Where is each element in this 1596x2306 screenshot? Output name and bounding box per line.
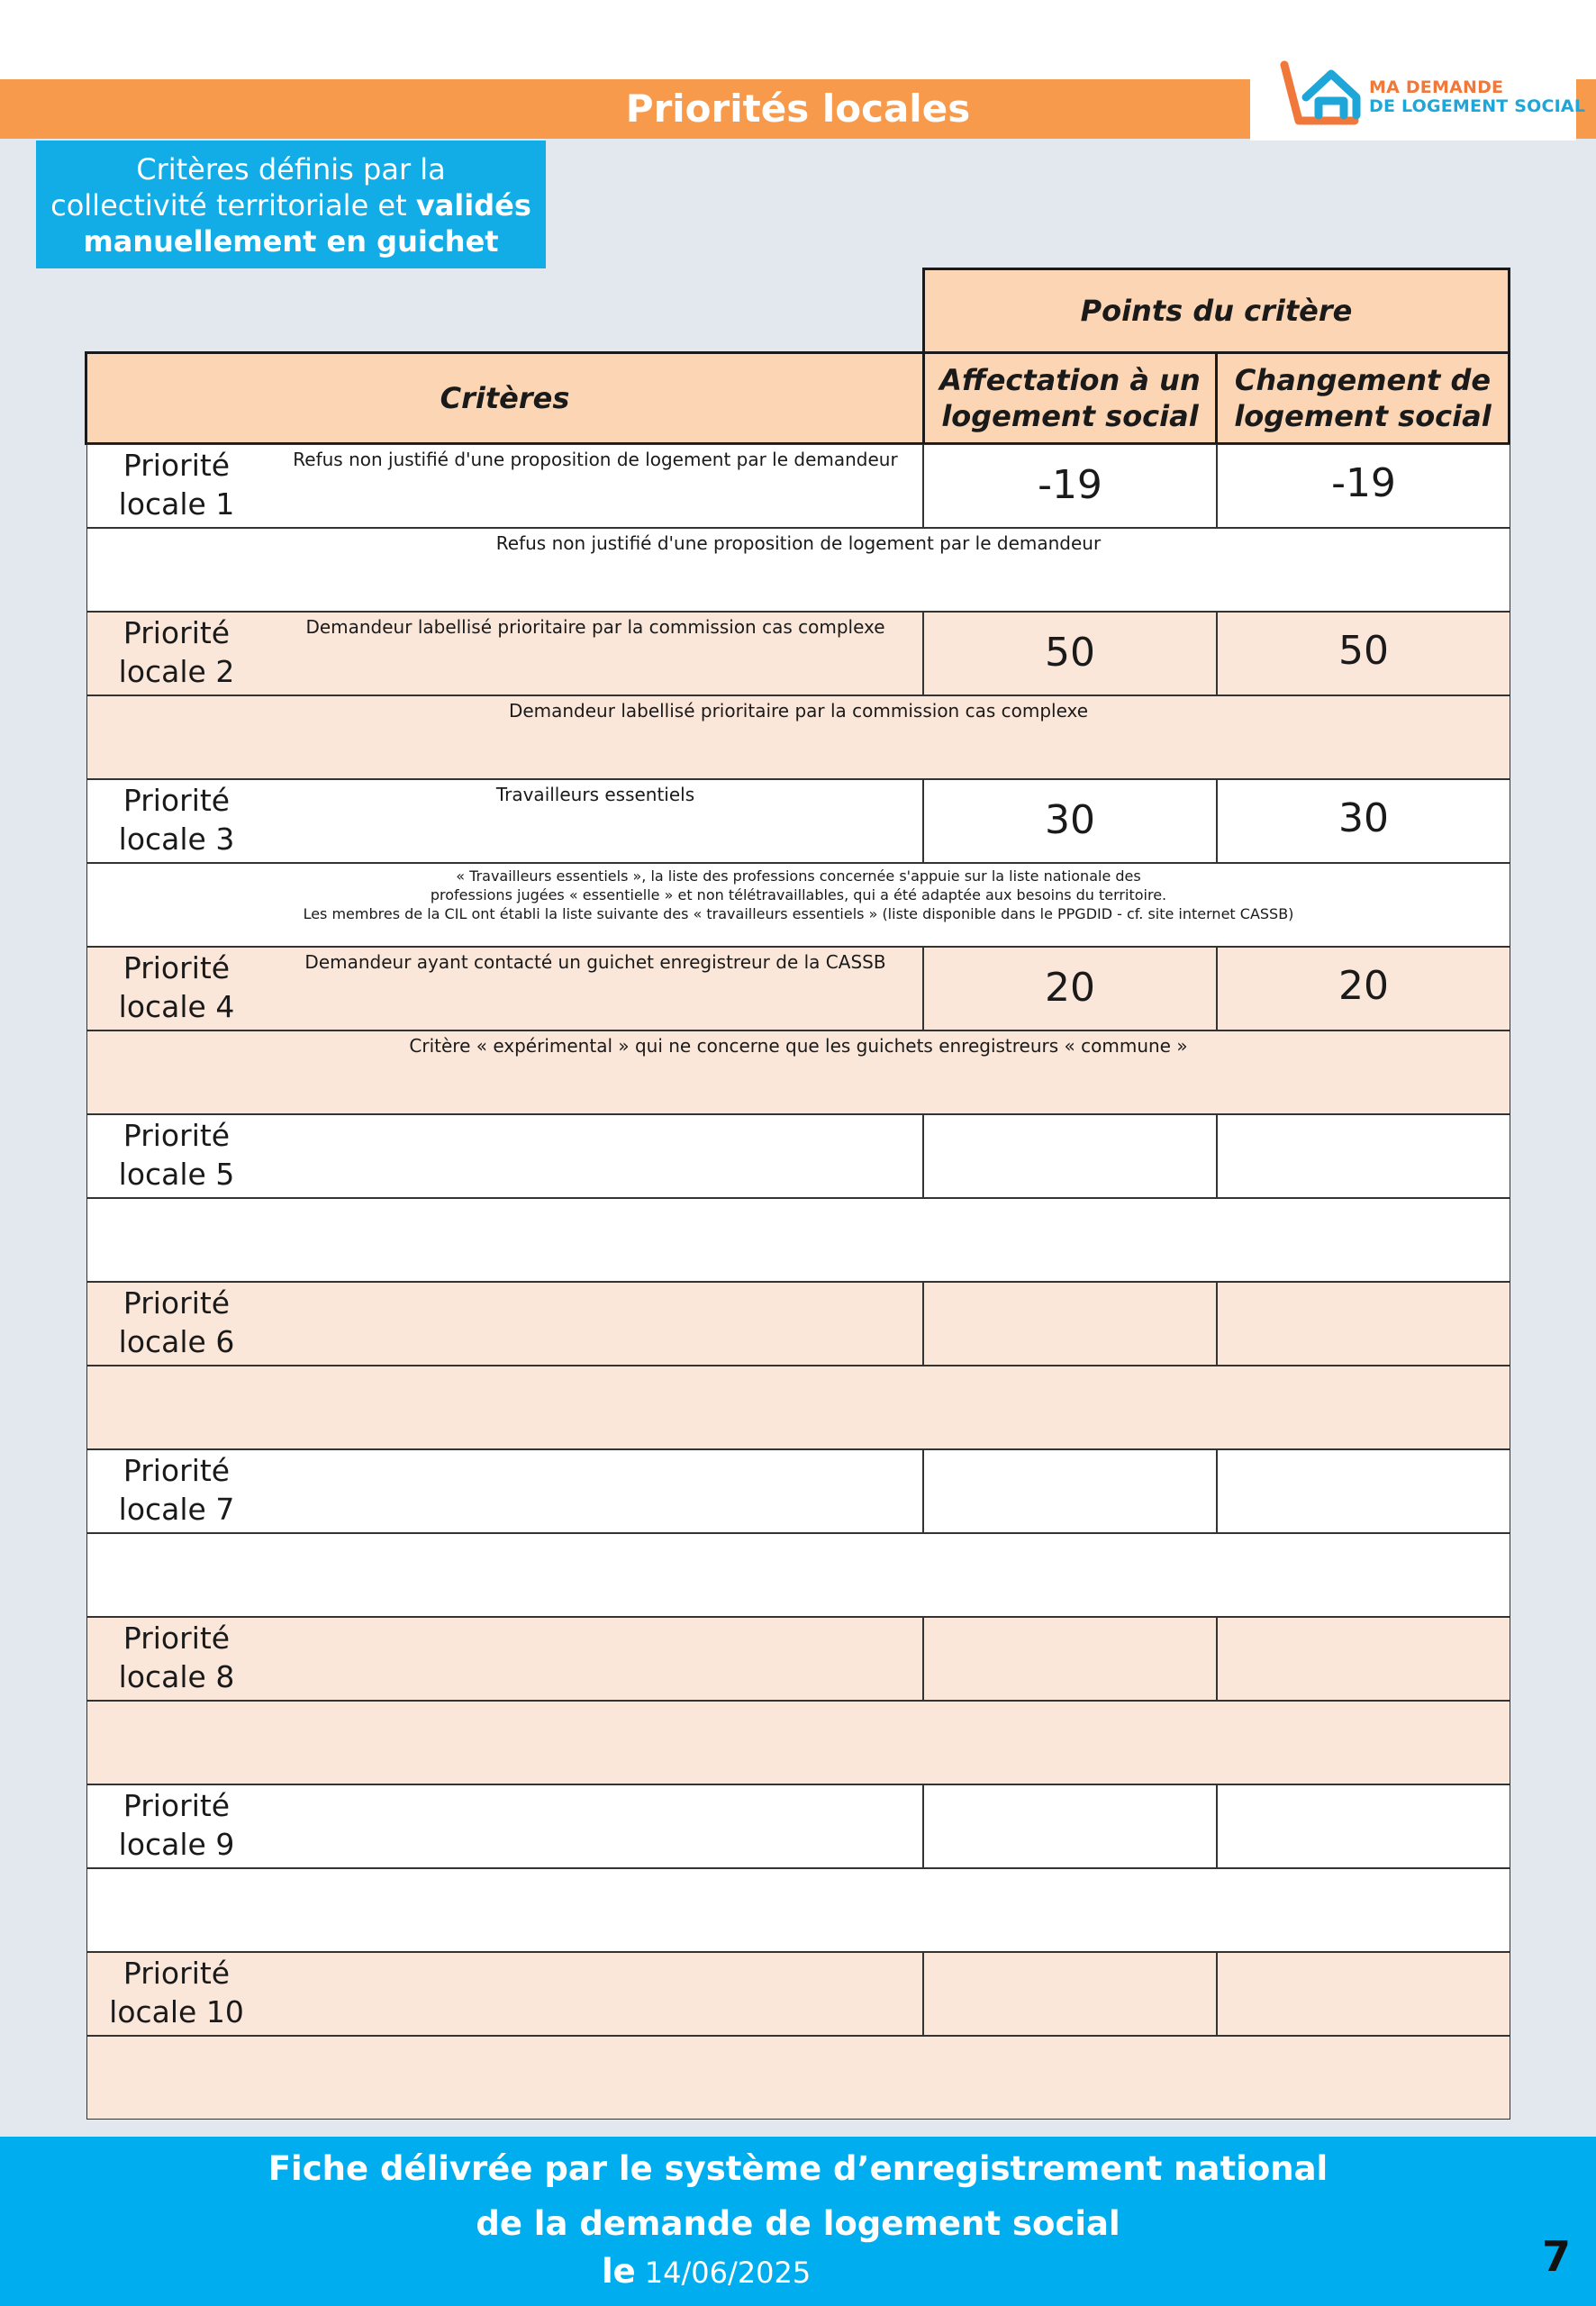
priority-label [95,1451,258,1529]
priority-label-line1: Priorité [122,950,231,985]
footer-date: 14/06/2025 [644,2256,812,2290]
description-cell [86,1366,1510,1449]
footer-line2: de la demande de logement social [476,2204,1120,2243]
affectation-cell [923,1952,1217,2036]
changement-cell [1217,1952,1510,2036]
changement-header-line2: logement social [1234,399,1492,433]
points-header [922,268,1510,354]
description-cell [86,1198,1510,1282]
affectation-header-line1: Affectation à un [939,363,1201,397]
points-changement: -19 [1331,460,1396,506]
criteria-info-line2 [36,187,546,223]
affectation-cell [923,1282,1217,1366]
criteres-header-label: Critères [440,381,570,415]
changement-header-line1: Changement de [1234,363,1492,397]
logo-text-line2: DE LOGEMENT SOCIAL [1369,96,1586,116]
priority-label-line1: Priorité [122,448,231,483]
priority-label-line2: locale 1 [118,486,235,522]
criteria-info-line1: Critères définis par la [136,152,446,186]
points-header-label: Points du critère [1080,294,1353,328]
footer-date-line [602,2252,811,2291]
priority-label [95,613,258,691]
priority-label-line2: locale 6 [118,1324,235,1359]
page-title: Priorités locales [625,86,971,131]
priority-label [95,1284,258,1361]
affectation-cell [923,1617,1217,1701]
criterion-description: « Travailleurs essentiels », la liste des professions concernée s'appuie sur la liste nationale des [456,867,1141,885]
criterion-text: Refus non justifié d'une proposition de logement par le demandeur [293,449,898,470]
affectation-cell [923,1114,1217,1198]
priority-label-line1: Priorité [122,783,231,818]
priority-label-line2: locale 8 [118,1659,235,1694]
criteria-info-line2-normal: collectivité territoriale et [50,188,416,222]
page-number: 7 [1542,2232,1572,2281]
logo [1250,54,1586,141]
priority-label-line1: Priorité [122,1118,231,1153]
criterion-description: Critère « expérimental » qui ne concerne que les guichets enregistreurs « commune » [409,1035,1188,1057]
changement-cell [1217,1282,1510,1366]
description-cell [86,1533,1510,1617]
criterion-description: Refus non justifié d'une proposition de logement par le demandeur [495,532,1102,554]
priority-label-line2: locale 9 [118,1827,235,1862]
priority-label-line2: locale 7 [118,1492,235,1527]
description-cell [86,2036,1510,2120]
priority-label-line2: locale 2 [118,654,235,689]
priority-label-line2: locale 3 [118,822,235,857]
criterion-description: professions jugées « essentielle » et non télétravaillables, qui a été adaptée aux besoins du territoire. [430,886,1167,903]
priority-label-line1: Priorité [122,1285,231,1321]
affectation-header-line2: logement social [941,399,1199,433]
priority-label-line1: Priorité [122,1453,231,1488]
criteria-info-line2-bold: validés [415,188,531,222]
criterion-description: Les membres de la CIL ont établi la liste suivante des « travailleurs essentiels » (liste disponible dans le PPGDID - cf. site internet CASSB) [303,905,1294,922]
priority-label [95,1954,258,2031]
points-affectation: -19 [1038,462,1102,508]
points-changement: 50 [1338,628,1389,674]
description-cell [86,1868,1510,1952]
priority-label-line2: locale 5 [118,1157,235,1192]
priority-label [95,446,258,523]
criterion-text: Demandeur labellisé prioritaire par la commission cas complexe [305,616,885,638]
criterion-description: Demandeur labellisé prioritaire par la commission cas complexe [508,700,1089,722]
changement-cell [1217,1784,1510,1868]
priority-label-line1: Priorité [122,1621,231,1656]
points-affectation: 50 [1045,630,1095,676]
points-affectation: 30 [1045,797,1095,843]
footer-date-prefix: le [602,2252,636,2291]
priority-label-line1: Priorité [122,1956,231,1991]
priority-label-line2: locale 10 [109,1994,244,2029]
house-logo-icon [1266,56,1374,137]
changement-cell [1217,1617,1510,1701]
priority-label [95,781,258,858]
priority-label-line2: locale 4 [118,989,235,1024]
priority-label [95,1116,258,1194]
priority-label [95,949,258,1026]
footer-line1: Fiche délivrée par le système d’enregistrement national [268,2149,1328,2188]
affectation-header [922,351,1218,445]
points-changement: 20 [1338,963,1389,1009]
priority-label-line1: Priorité [122,1788,231,1823]
changement-cell [1217,1114,1510,1198]
criterion-text: Demandeur ayant contacté un guichet enregistreur de la CASSB [304,951,886,973]
description-cell [86,1701,1510,1784]
changement-header [1215,351,1510,445]
points-affectation: 20 [1045,965,1095,1011]
priority-label [95,1619,258,1696]
priority-label [95,1786,258,1864]
changement-cell [1217,1449,1510,1533]
logo-text-line1: MA DEMANDE [1369,77,1504,97]
affectation-cell [923,1784,1217,1868]
priority-label-line1: Priorité [122,615,231,650]
criteria-info-box [36,141,546,268]
affectation-cell [923,1449,1217,1533]
points-changement: 30 [1338,795,1389,841]
criteria-info-line3: manuellement en guichet [83,224,499,259]
criteres-header [85,351,925,445]
criterion-text: Travailleurs essentiels [495,784,695,805]
